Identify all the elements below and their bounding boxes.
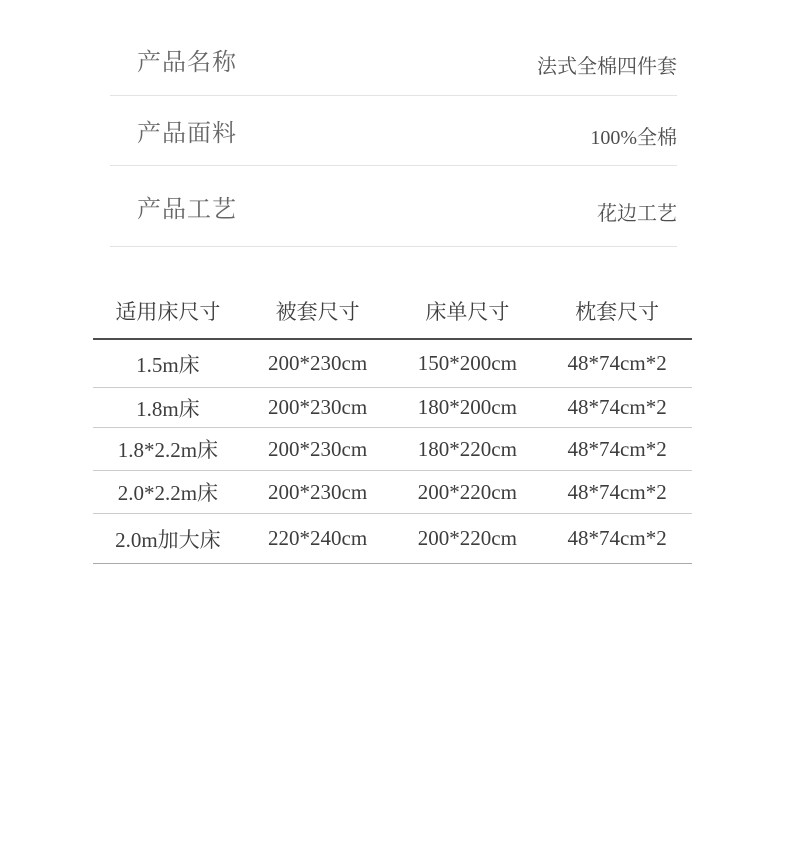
cell-pillowcase-size: 48*74cm*2 [542,471,692,514]
cell-duvet-size: 200*230cm [243,471,393,514]
spec-row-product-fabric [110,96,677,166]
cell-bed-size: 2.0m加大床 [93,514,243,564]
cell-sheet-size: 180*220cm [393,428,543,471]
table-row [93,388,692,428]
size-table-body [93,339,692,564]
size-table [93,284,692,564]
size-table-header-row [93,284,692,339]
cell-bed-size: 2.0*2.2m床 [93,471,243,514]
product-specs-section [110,0,677,247]
cell-bed-size: 1.8m床 [93,388,243,428]
spec-label-product-name: 产品名称 [137,49,237,76]
size-table-head [93,284,692,339]
spec-row-product-name [110,0,677,96]
spec-value-product-craft: 花边工艺 [597,202,677,225]
cell-pillowcase-size: 48*74cm*2 [542,428,692,471]
cell-bed-size: 1.5m床 [93,339,243,388]
spec-value-product-fabric: 100%全棉 [590,127,677,149]
cell-duvet-size: 200*230cm [243,339,393,388]
table-row [93,471,692,514]
cell-duvet-size: 220*240cm [243,514,393,564]
cell-pillowcase-size: 48*74cm*2 [542,339,692,388]
cell-pillowcase-size: 48*74cm*2 [542,388,692,428]
cell-duvet-size: 200*230cm [243,388,393,428]
header-pillowcase-size: 枕套尺寸 [542,284,692,339]
spec-value-product-name: 法式全棉四件套 [537,56,677,78]
cell-sheet-size: 200*220cm [393,471,543,514]
spec-label-product-fabric: 产品面料 [137,120,237,147]
cell-pillowcase-size: 48*74cm*2 [542,514,692,564]
table-row [93,428,692,471]
header-bed-size: 适用床尺寸 [93,284,243,339]
cell-sheet-size: 180*200cm [393,388,543,428]
cell-duvet-size: 200*230cm [243,428,393,471]
cell-sheet-size: 150*200cm [393,339,543,388]
table-row [93,339,692,388]
cell-sheet-size: 200*220cm [393,514,543,564]
spec-label-product-craft: 产品工艺 [137,195,237,223]
table-row [93,514,692,564]
spec-row-product-craft [110,166,677,247]
cell-bed-size: 1.8*2.2m床 [93,428,243,471]
header-sheet-size: 床单尺寸 [393,284,543,339]
header-duvet-size: 被套尺寸 [243,284,393,339]
